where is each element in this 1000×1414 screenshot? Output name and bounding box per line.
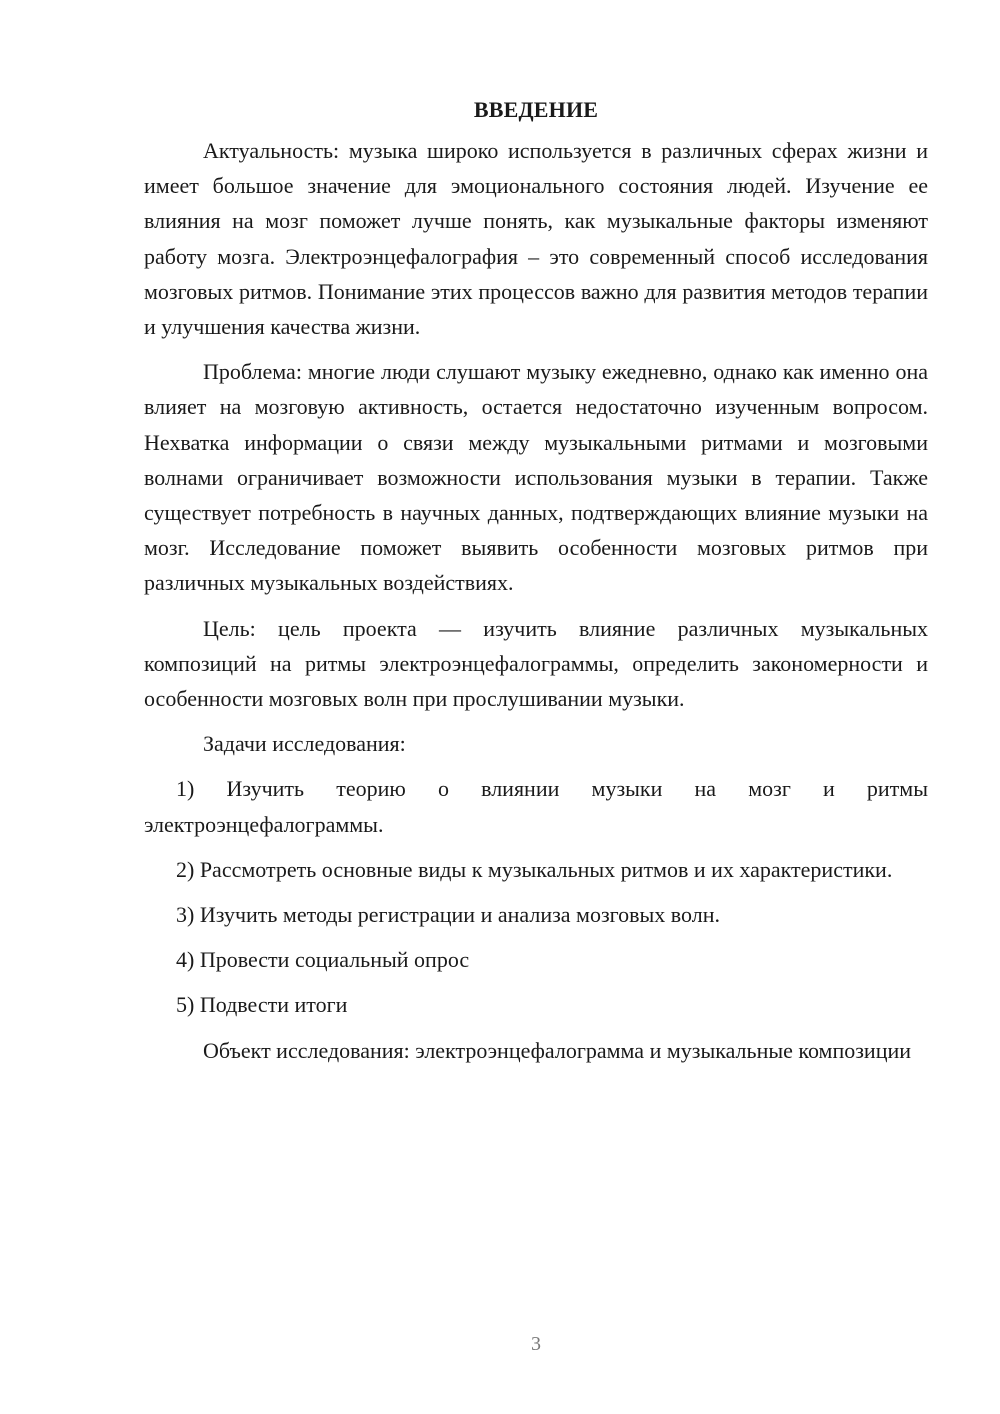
paragraph-problem: Проблема: многие люди слушают музыку ежедневно, однако как именно она влияет на мозговую активность, остается недостаточно изученным вопросом. Нехватка информации о связи между музыкальными ритмами и мозговыми волнами ограничивает возможности использования музыки в терапии. Также существует потребность в научных данных, подтверждающих влияние музыки на мозг. Исследование поможет выявить особенности мозговых ритмов при различных музыкальных воздействиях. [144,359,928,596]
section-heading: ВВЕДЕНИЕ [473,97,599,122]
tasks-title: Задачи исследования: [203,731,406,757]
task-item-5: 5) Подвести итоги [176,992,348,1018]
paragraph-object: Объект исследования: электроэнцефалограмма и музыкальные композиции [203,1037,912,1063]
task-item-1: 1) Изучить теорию о влиянии музыки на мозг и ритмы электроэнцефалограммы. [144,776,928,837]
page-number: 3 [531,1333,541,1355]
task-item-4: 4) Провести социальный опрос [176,947,470,973]
paragraph-relevance: Актуальность: музыка широко используется в различных сферах жизни и имеет большое значение для эмоционального состояния людей. Изучение ее влияния на мозг поможет лучше понять, как музыкальные факторы изменяют работу мозга. Электроэнцефалография – это современный способ исследования мозговых ритмов. Понимание этих процессов важно для развития методов терапии и улучшения качества жизни. [144,138,928,340]
task-item-3: 3) Изучить методы регистрации и анализа мозговых волн. [176,902,721,928]
paragraph-goal: Цель: цель проекта — изучить влияние различных музыкальных композиций на ритмы электроэнцефалограммы, определить закономерности и особенности мозговых волн при прослушивании музыки. [144,615,928,712]
page-content [144,92,928,1078]
task-item-2: 2) Рассмотреть основные виды к музыкальных ритмов и их характеристики. [176,856,893,882]
